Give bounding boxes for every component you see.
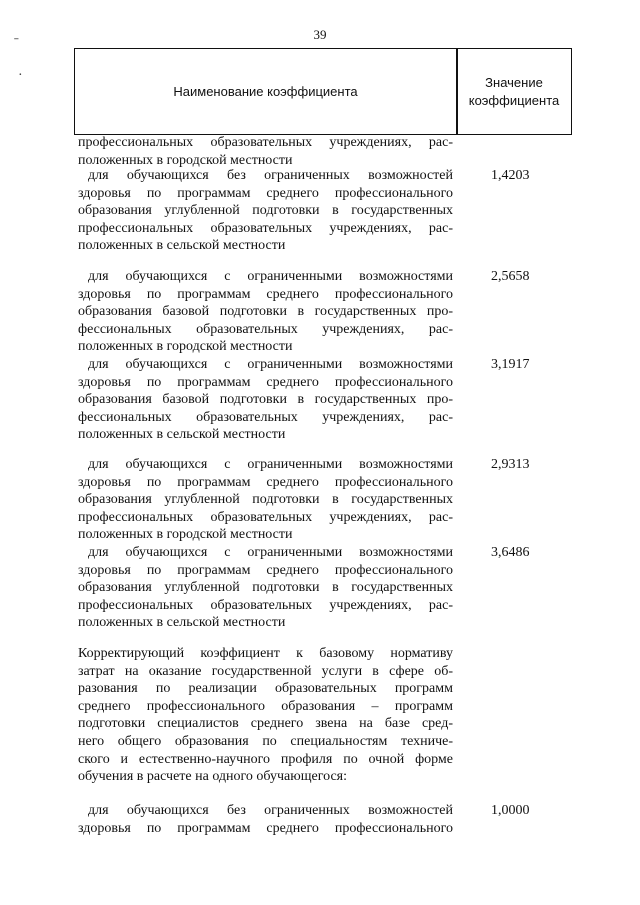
row-text-line: профессиональных образовательных учреждениях, рас- [78,509,453,525]
coefficient-value: 3,6486 [491,545,530,560]
row-text-line: положенных в городской местности [78,152,293,168]
row-text [78,802,453,837]
row-text-line: него общего образования по специальностям техниче- [78,733,453,749]
row-text [78,167,453,255]
row-text-line: фессиональных образовательных учреждениях, рас- [78,409,453,425]
row-text [78,134,453,169]
column-header-name-label: Наименование коэффициента [173,84,358,99]
row-text-line: ского и естественно-научного профиля по очной форме [78,751,453,767]
row-text-line: Корректирующий коэффициент к базовому нормативу [78,646,453,661]
row-text-line: образования углубленной подготовки в государственных [78,580,453,596]
row-text-line: здоровья по программам среднего профессионального [78,820,453,836]
row-text-line: подготовки специалистов среднего звена на базе сред- [78,716,453,732]
row-text-line: здоровья по программам среднего профессионального [78,185,453,201]
coefficient-value: 1,0000 [491,803,530,818]
table-header [74,48,572,135]
row-text-line: положенных в городской местности [78,527,293,543]
row-text-line: разования по реализации образовательных программ [78,681,453,697]
scan-mark: ˉ [14,36,19,51]
row-text-line: образования углубленной подготовки в государственных [78,492,453,508]
scan-mark: · [18,68,23,83]
row-text-line: фессиональных образовательных учреждениях, рас- [78,321,453,337]
row-text-line: образования углубленной подготовки в государственных [78,203,453,219]
row-text-line: для обучающихся с ограниченными возможностями [88,545,453,560]
row-text [78,645,453,786]
coefficient-value: 2,9313 [491,457,530,472]
row-text-line: здоровья по программам среднего профессионального [78,374,453,390]
coefficient-value: 2,5658 [491,269,530,284]
row-text-line: обучения в расчете на одного обучающегося: [78,769,348,785]
column-header-value-line2: коэффициента [468,92,560,108]
row-text [78,268,453,356]
row-text-line: среднего профессионального образования – программ [78,698,453,714]
row-text-line: для обучающихся с ограниченными возможностями [88,269,453,284]
row-text-line: положенных в сельской местности [78,238,286,254]
row-text [78,356,453,444]
column-header-value-line1: Значение [485,74,543,90]
row-text-line: образования базовой подготовки в государственных про- [78,392,453,408]
row-text-line: профессиональных образовательных учреждениях, рас- [78,220,453,236]
coefficient-value: 3,1917 [491,357,530,372]
row-text-line: затрат на оказание государственной услуги в сфере об- [78,663,453,679]
row-text [78,544,453,632]
row-text-line: здоровья по программам среднего профессионального [78,286,453,302]
row-text-line: положенных в сельской местности [78,615,286,631]
row-text-line: здоровья по программам среднего профессионального [78,562,453,578]
row-text-line: для обучающихся с ограниченными возможностями [88,357,453,372]
row-text-line: для обучающихся с ограниченными возможностями [88,457,453,472]
column-header-name [75,49,456,134]
row-text-line: образования базовой подготовки в государственных про- [78,304,453,320]
row-text-line: для обучающихся без ограниченных возможностей [88,168,453,183]
row-text-line: положенных в сельской местности [78,427,286,443]
row-text-line: для обучающихся без ограниченных возможностей [88,803,453,818]
coefficient-value: 1,4203 [491,168,530,183]
row-text-line: профессиональных образовательных учреждениях, рас- [78,135,453,150]
row-text-line: профессиональных образовательных учреждениях, рас- [78,597,453,613]
column-header-value [457,49,571,134]
row-text-line: положенных в городской местности [78,339,293,355]
row-text-line: здоровья по программам среднего профессионального [78,474,453,490]
row-text [78,456,453,544]
page-number: 39 [313,27,327,42]
